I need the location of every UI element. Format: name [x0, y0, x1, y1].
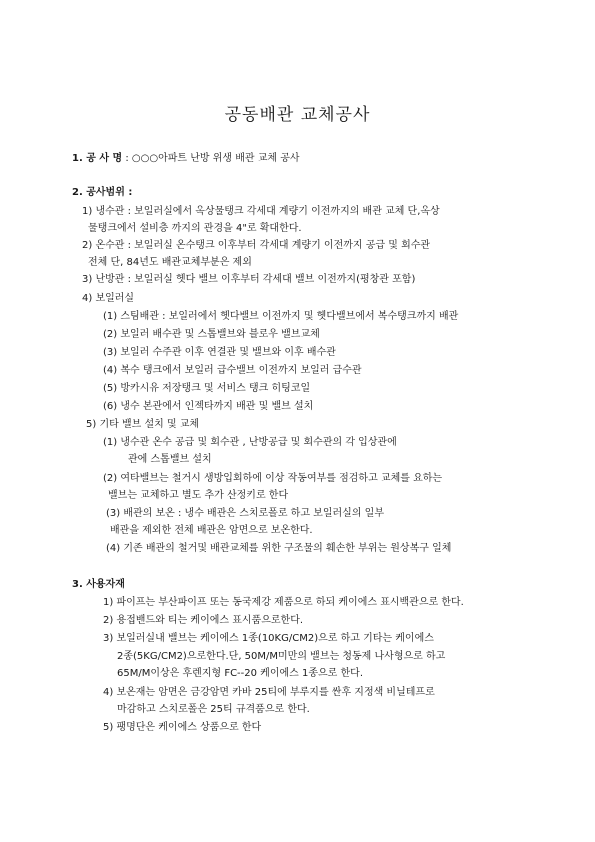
section-2-line: (1) 냉수관 온수 공급 및 회수관 , 난방공급 및 회수관의 각 입상관에 — [103, 437, 397, 448]
section-2-line: (1) 스팀배관 : 보일러에서 헷다밸브 이전까지 및 헷다밸브에서 복수탱크까지 배관 — [103, 311, 459, 322]
section-3-line: 1) 파이프는 부산파이프 또는 동국제강 제품으로 하되 케이에스 표시백관으로 한다. — [103, 597, 464, 608]
section-2-line: (4) 기존 배관의 철거및 배관교체를 위한 구조물의 훼손한 부위는 원상복구 일체 — [106, 543, 452, 554]
section-2-line: 배관을 제외한 전체 배관은 암면으로 보온한다. — [110, 525, 313, 536]
section-2-line: (5) 방카시유 저장탱크 및 서비스 탱크 히팅코일 — [103, 383, 311, 394]
document-title: 공동배관 교체공사 — [224, 105, 371, 125]
section-2-line: (2) 보일러 배수관 및 스톱밸브와 블로우 밸브교체 — [103, 329, 320, 340]
section-2-line: 밸브는 교체하고 별도 추가 산정키로 한다 — [108, 490, 289, 501]
section-1-line — [72, 152, 300, 165]
section-1-heading: 1. 공 사 명 — [72, 153, 123, 164]
section-3-line: 3) 보일러실내 밸브는 케이에스 1종(10KG/CM2)으로 하고 기타는 케이에스 — [103, 633, 434, 644]
section-2-line: 관에 스톱밸브 설치 — [128, 454, 212, 465]
section-2-line: 전체 단, 84년도 배관교체부분은 제외 — [88, 257, 252, 268]
section-3-line: 마감하고 스치로폴은 25티 규격품으로 한다. — [117, 704, 310, 715]
section-2-line: (4) 복수 탱크에서 보일러 급수밸브 이전까지 보일러 급수관 — [103, 365, 362, 376]
section-2-line: 5) 기타 밸브 설치 및 교체 — [86, 419, 200, 430]
section-1-text: : ○○○아파트 난방 위생 배관 교체 공사 — [122, 153, 300, 164]
section-2-line: 2) 온수관 : 보일러실 온수탱크 이후부터 각세대 계량기 이전까지 공급 및 회수관 — [82, 240, 431, 251]
section-2-line: (3) 보일러 수주관 이후 연결관 및 밸브와 이후 배수관 — [103, 347, 336, 358]
section-2-line: 1) 냉수관 : 보일러실에서 옥상물탱크 각세대 계량기 이전까지의 배관 교체 단,옥상 — [82, 206, 440, 217]
section-3-line: 2종(5KG/CM2)으로한다.단, 50M/M미만의 밸브는 청동제 나사형으로 하고 — [117, 651, 446, 662]
section-2-line: (2) 여타밸브는 철거시 생방입회하에 이상 작동여부를 점검하고 교체를 요하는 — [103, 473, 443, 484]
section-2-line: 물탱크에서 설비층 까지의 관경을 4"로 확대한다. — [88, 223, 302, 234]
section-2-heading: 2. 공사범위 : — [72, 187, 133, 198]
section-3-line: 5) 팽명단은 케이에스 상품으로 한다 — [103, 722, 262, 733]
section-2-line: 4) 보일러실 — [82, 293, 135, 304]
section-3-heading: 3. 사용자재 — [72, 579, 125, 590]
section-3-line: 4) 보온재는 암면은 금강암면 카바 25티에 부루지를 싼후 지정색 비닐테프로 — [103, 687, 435, 698]
section-2-line: (6) 냉수 본관에서 인젝타까지 배관 및 밸브 설치 — [103, 401, 314, 412]
section-2-line: (3) 배관의 보온 : 냉수 배관은 스치로폴로 하고 보일러실의 일부 — [106, 508, 384, 519]
section-2-line: 3) 난방관 : 보일러실 헷다 밸브 이후부터 각세대 밸브 이전까지(평창관 포함) — [82, 274, 416, 285]
section-3-line: 65M/M이상은 후렌지형 FC--20 케이에스 1종으로 한다. — [117, 668, 364, 679]
section-3-line: 2) 용접밴드와 티는 케이에스 표시품으로한다. — [103, 615, 304, 626]
